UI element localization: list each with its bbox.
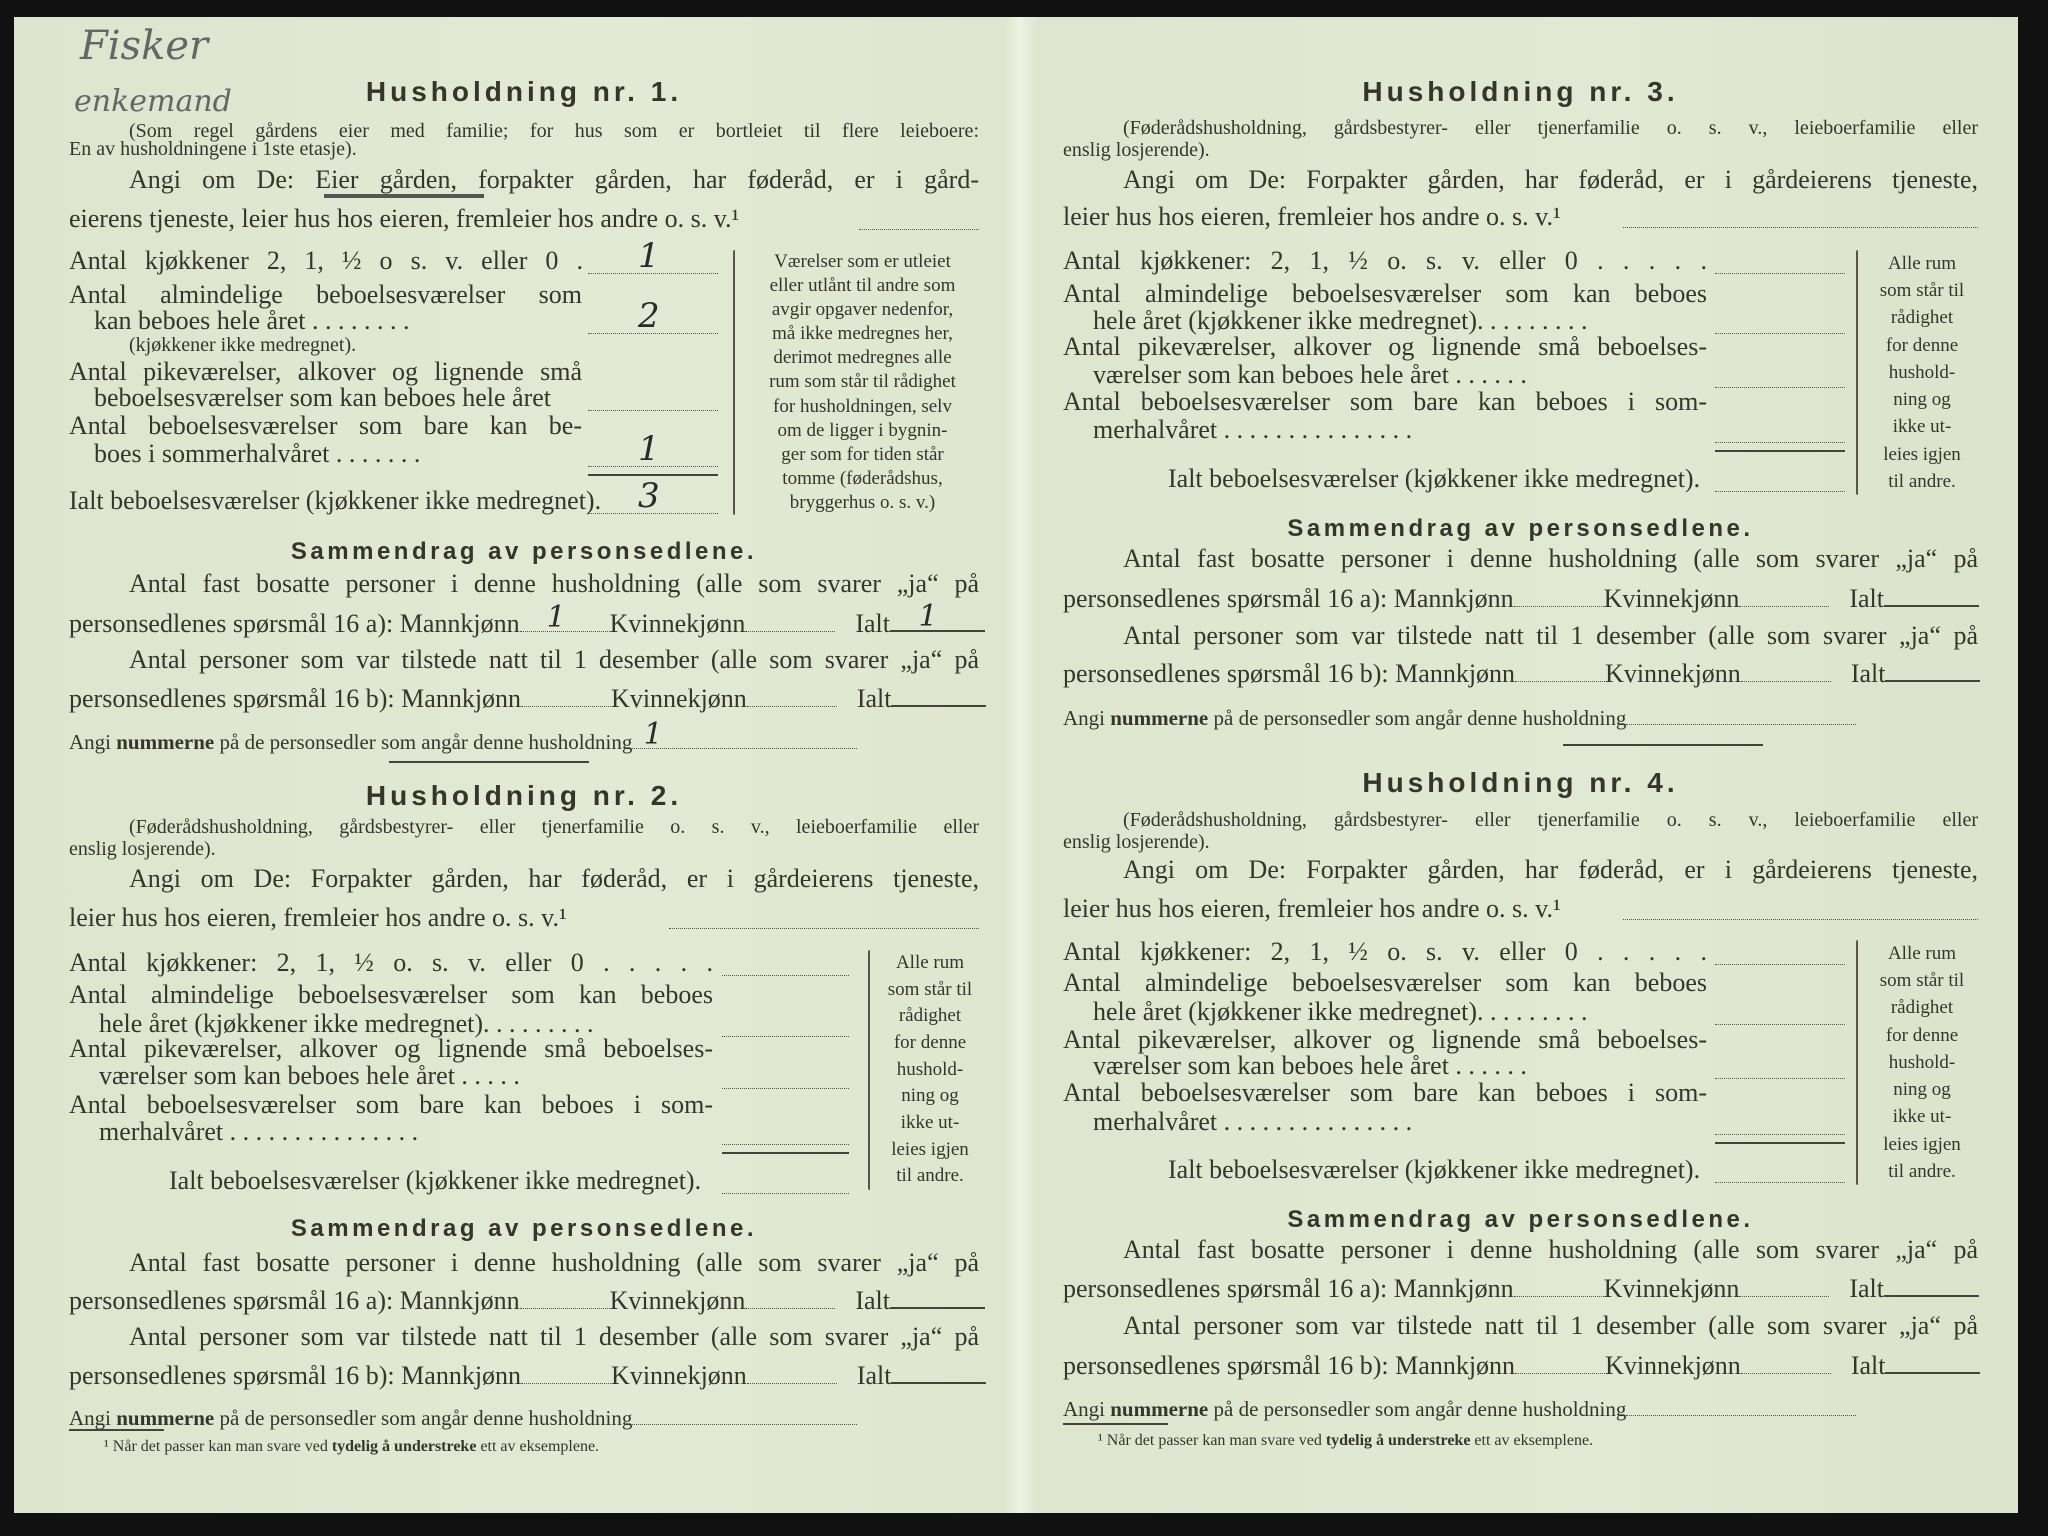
nummerne-row xyxy=(69,1403,979,1433)
angi-line: leier hus hos eieren, fremleier hos andre o. s. v.¹ xyxy=(1063,894,1561,923)
ialt-label: Ialt xyxy=(856,684,892,713)
kvinne-field[interactable] xyxy=(747,1363,837,1384)
room-count-field[interactable] xyxy=(722,1064,849,1089)
side-note-line: for denne xyxy=(893,1032,967,1053)
summary-tilstede-line: Antal personer som var tilstede natt til 1 desember (alle som svarer „ja“ på xyxy=(129,1322,979,1351)
nummerne-field[interactable] xyxy=(1626,1395,1856,1416)
nummerne-row xyxy=(1063,703,1978,733)
rooms-line: hele året (kjøkkener ikke medregnet). . . . . . . . . xyxy=(1093,306,1588,335)
room-count-field[interactable] xyxy=(1715,1000,1845,1025)
side-note-line: leies igjen xyxy=(1883,443,1961,465)
side-note-line: for denne xyxy=(1885,1024,1959,1046)
rooms-total-rule xyxy=(722,1152,849,1154)
footnote-rule xyxy=(1063,1423,1168,1425)
rooms-line: Ialt beboelsesværelser (kjøkkener ikke medregnet). xyxy=(169,1166,702,1195)
nummerne-text: Angi xyxy=(69,730,117,754)
mann-field[interactable] xyxy=(521,686,611,707)
kvinne-field[interactable] xyxy=(1741,661,1831,682)
summary-fast-line: Antal fast bosatte personer i denne husholdning (alle som svarer „ja“ på xyxy=(1123,544,1978,573)
rooms-line: Antal kjøkkener: 2, 1, ½ o. s. v. eller 0 . . . . . xyxy=(69,948,713,977)
kvinne-field[interactable] xyxy=(745,1288,835,1309)
side-note-line: leies igjen xyxy=(891,1138,969,1160)
rooms-line: Antal almindelige beboelsesværelser som kan beboes xyxy=(1063,279,1707,308)
summary-a-row xyxy=(1063,584,1978,614)
footnote-text: ¹ Når det passer kan man svare ved xyxy=(1098,1432,1326,1449)
nummerne-bold: nummerne xyxy=(116,730,215,754)
angi-line: Angi om De: Forpakter gården, har føderåd, er i gårdeierens tjeneste, xyxy=(1123,165,1978,194)
rooms-line: Antal beboelsesværelser som bare kan beboes i som- xyxy=(69,1090,713,1119)
kvinne-label: Kvinnekjønn xyxy=(1605,1351,1741,1380)
side-note-line: til andre. xyxy=(896,1165,964,1187)
side-note-line: rådighet xyxy=(898,1005,962,1027)
section-divider xyxy=(1563,744,1763,746)
footnote-rule xyxy=(69,1429,164,1431)
rooms-line: Antal pikeværelser, alkover og lignende små beboelses- xyxy=(69,1034,713,1063)
ialt-field[interactable] xyxy=(1885,1352,1980,1374)
side-note-line: Alle rum xyxy=(1887,253,1957,274)
mann-field[interactable] xyxy=(1515,661,1605,682)
rooms-line: Antal kjøkkener: 2, 1, ½ o. s. v. eller 0 . . . . . xyxy=(1063,937,1707,966)
nummerne-bold: nummerne xyxy=(1110,1397,1209,1421)
kvinne-field[interactable] xyxy=(1739,1276,1829,1297)
room-count-field[interactable] xyxy=(588,386,718,411)
side-note-line: for husholdningen, selv xyxy=(773,395,952,417)
ialt-field[interactable] xyxy=(890,599,985,634)
footnote-text: tydelig å understreke xyxy=(331,1438,477,1455)
side-note-line: eller utlånt til andre som xyxy=(769,275,956,297)
mann-field[interactable] xyxy=(521,1363,611,1384)
household-note-line: (Føderådshusholdning, gårdsbestyrer- eller tjenerfamilie o. s. v., leieboerfamilie eller xyxy=(1123,117,1978,139)
side-note-line: ger som for tiden står xyxy=(781,443,944,465)
side-note-line: hushold- xyxy=(896,1058,964,1080)
footnote-text: ett av eksemplene. xyxy=(476,1438,600,1455)
room-count-field[interactable] xyxy=(1715,467,1845,492)
rooms-total-rule xyxy=(1715,1142,1845,1144)
room-count-field[interactable] xyxy=(722,951,849,976)
summary-title: Sammendrag av personsedlene. xyxy=(1287,515,1754,542)
ialt-field[interactable] xyxy=(1885,660,1980,682)
footnote xyxy=(104,1437,599,1457)
ialt-label: Ialt xyxy=(1850,659,1886,688)
side-note-line: ning og xyxy=(1893,1079,1951,1101)
room-count-field[interactable] xyxy=(1715,363,1845,388)
rooms-line: merhalvåret . . . . . . . . . . . . . . . xyxy=(99,1117,419,1146)
angi-line: leier hus hos eieren, fremleier hos andre o. s. v.¹ xyxy=(69,903,567,932)
side-note-line: ning og xyxy=(1893,389,1951,411)
mann-field[interactable] xyxy=(520,1288,610,1309)
angi-answer-field[interactable] xyxy=(1623,203,1978,228)
ialt-field[interactable] xyxy=(890,1287,985,1309)
room-count-field[interactable] xyxy=(1715,309,1845,334)
summary-a-row xyxy=(69,599,979,639)
side-note-line: ning og xyxy=(901,1085,959,1107)
household-note-line: enslig losjerende). xyxy=(1063,139,1210,161)
household-title: Husholdning nr. 4. xyxy=(1362,767,1679,798)
angi-answer-field[interactable] xyxy=(669,904,979,929)
footnote-text: ett av eksemplene. xyxy=(1470,1432,1594,1449)
handwritten-nummerne: 1 xyxy=(643,717,663,752)
summary-a-row xyxy=(1063,1274,1978,1304)
rooms-line: hele året (kjøkkener ikke medregnet). . . . . . . . . xyxy=(99,1009,594,1038)
household-title: Husholdning nr. 1. xyxy=(365,76,683,107)
side-note-line: ikke ut- xyxy=(1892,1106,1952,1128)
rooms-line: Antal pikeværelser, alkover og lignende små beboelses- xyxy=(1063,332,1707,361)
prefix-label: personsedlenes spørsmål 16 b): Mannkjønn xyxy=(1063,1351,1516,1380)
nummerne-bold: nummerne xyxy=(1110,706,1209,730)
side-note-line: leies igjen xyxy=(1883,1133,1961,1155)
prefix-label: personsedlenes spørsmål 16 b): Mannkjønn xyxy=(69,684,522,713)
ialt-label: Ialt xyxy=(1849,1274,1885,1303)
summary-b-row xyxy=(1063,1351,1978,1381)
side-note-line: Værelser som er utleiet xyxy=(774,251,951,272)
kvinne-label: Kvinnekjønn xyxy=(1603,1274,1740,1303)
rooms-line: hele året (kjøkkener ikke medregnet). . . . . . . . . xyxy=(1093,997,1588,1026)
mann-field[interactable] xyxy=(1514,1276,1604,1297)
nummerne-text: på de personsedler som angår denne husholdning xyxy=(214,1406,633,1430)
room-count-field[interactable] xyxy=(722,1012,849,1037)
side-note-line: som står til xyxy=(1879,970,1965,992)
nummerne-row xyxy=(69,717,979,757)
kvinne-label: Kvinnekjønn xyxy=(609,609,746,638)
footnote-text: tydelig å understreke xyxy=(1325,1432,1471,1449)
summary-fast-line: Antal fast bosatte personer i denne husholdning (alle som svarer „ja“ på xyxy=(129,1248,979,1277)
side-note-line: ikke ut- xyxy=(900,1112,960,1133)
ialt-label: Ialt xyxy=(855,1286,891,1315)
room-count-field[interactable] xyxy=(1715,1054,1845,1079)
angi-line: Angi om De: Forpakter gården, har føderåd, er i gårdeierens tjeneste, xyxy=(129,864,979,893)
section-divider xyxy=(389,761,589,763)
nummerne-text: Angi xyxy=(69,1406,117,1430)
household-note-line: (Føderådshusholdning, gårdsbestyrer- eller tjenerfamilie o. s. v., leieboerfamilie eller xyxy=(1123,809,1978,831)
room-count-field[interactable] xyxy=(1715,249,1845,274)
side-note-line: rum som står til rådighet xyxy=(769,371,956,393)
angi-answer-field[interactable] xyxy=(1623,895,1978,920)
household-note-line: (Som regel gårdens eier med familie; for hus som er bortleiet til flere leieboere: xyxy=(129,120,979,142)
prefix-label: personsedlenes spørsmål 16 a): Mannkjønn xyxy=(1063,584,1514,613)
rooms-line: Antal almindelige beboelsesværelser som kan beboes xyxy=(69,980,713,1009)
summary-tilstede-line: Antal personer som var tilstede natt til 1 desember (alle som svarer „ja“ på xyxy=(129,645,979,674)
angi-line: Angi om De: Forpakter gården, har føderåd, er i gårdeierens tjeneste, xyxy=(1123,855,1978,884)
kvinne-field[interactable] xyxy=(747,686,837,707)
rooms-line: Ialt beboelsesværelser (kjøkkener ikke medregnet). xyxy=(1168,1155,1701,1184)
underline-eier-garden xyxy=(324,194,484,198)
rooms-line: værelser som kan beboes hele året . . . . . . xyxy=(1093,360,1527,389)
rooms-line: beboelsesværelser som kan beboes hele året xyxy=(94,383,552,412)
nummerne-text: Angi xyxy=(1063,1397,1111,1421)
ialt-field[interactable] xyxy=(1884,585,1979,607)
rooms-line: værelser som kan beboes hele året . . . . . . xyxy=(1093,1051,1527,1080)
rooms-line: Ialt beboelsesværelser (kjøkkener ikke medregnet). xyxy=(69,486,602,515)
side-note-brace xyxy=(1856,940,1858,1185)
angi-line: eierens tjeneste, leier hus hos eieren, fremleier hos andre o. s. v.¹ xyxy=(69,204,740,233)
side-note-line: rådighet xyxy=(1890,997,1954,1019)
rooms-total-rule xyxy=(588,474,718,476)
rooms-line: Antal pikeværelser, alkover og lignende små xyxy=(69,357,582,386)
household-note-line: (Føderådshusholdning, gårdsbestyrer- eller tjenerfamilie o. s. v., leieboerfamilie eller xyxy=(129,816,979,838)
side-note-line: tomme (føderådshus, xyxy=(782,467,943,489)
nummerne-text: Angi xyxy=(1063,706,1111,730)
summary-b-row xyxy=(69,684,979,714)
room-count-field[interactable] xyxy=(1715,418,1845,443)
footnote-text: ¹ Når det passer kan man svare ved xyxy=(104,1438,332,1455)
rooms-line: Antal kjøkkener: 2, 1, ½ o. s. v. eller 0 . . . . . xyxy=(1063,246,1707,275)
nummerne-text: på de personsedler som angår denne husholdning xyxy=(1208,1397,1627,1421)
kvinne-label: Kvinnekjønn xyxy=(609,1286,746,1315)
handwritten-fisker: Fisker xyxy=(80,23,209,69)
summary-title: Sammendrag av personsedlene. xyxy=(1287,1206,1754,1233)
summary-title: Sammendrag av personsedlene. xyxy=(290,538,758,565)
rooms-line: Antal beboelsesværelser som bare kan be- xyxy=(69,411,582,440)
prefix-label: personsedlenes spørsmål 16 a): Mannkjønn xyxy=(69,1286,520,1315)
prefix-label: personsedlenes spørsmål 16 a): Mannkjønn xyxy=(1063,1274,1514,1303)
rooms-line: Antal almindelige beboelsesværelser som kan beboes xyxy=(1063,968,1707,997)
angi-answer-field[interactable] xyxy=(859,205,979,230)
side-note-line: rådighet xyxy=(1890,307,1954,329)
side-note-line: hushold- xyxy=(1888,1051,1956,1073)
room-count-field[interactable] xyxy=(722,1169,849,1194)
side-note-line: som står til xyxy=(1879,280,1965,302)
kvinne-label: Kvinnekjønn xyxy=(1603,584,1740,613)
side-note-line: til andre. xyxy=(1888,470,1956,492)
room-count-field[interactable] xyxy=(1715,1110,1845,1135)
household-title: Husholdning nr. 3. xyxy=(1362,76,1679,107)
side-note-brace xyxy=(868,950,870,1190)
side-note-line: bryggerhus o. s. v.) xyxy=(789,491,936,513)
rooms-line: (kjøkkener ikke medregnet). xyxy=(129,334,357,356)
summary-tilstede-line: Antal personer som var tilstede natt til 1 desember (alle som svarer „ja“ på xyxy=(1123,621,1978,650)
handwritten-enkemand: enkemand xyxy=(74,84,232,119)
ialt-label: Ialt xyxy=(1849,584,1885,613)
prefix-label: personsedlenes spørsmål 16 a): Mannkjønn xyxy=(69,609,520,638)
kvinne-field[interactable] xyxy=(1741,1353,1831,1374)
prefix-label: personsedlenes spørsmål 16 b): Mannkjønn xyxy=(1063,659,1516,688)
ialt-label: Ialt xyxy=(856,1361,892,1390)
rooms-line: Antal beboelsesværelser som bare kan beboes i som- xyxy=(1063,387,1707,416)
rooms-line: boes i sommerhalvåret . . . . . . . xyxy=(94,439,421,468)
kvinne-field[interactable] xyxy=(1739,586,1829,607)
side-note-line: derimot medregnes alle xyxy=(773,347,952,369)
handwritten-room-count: 1 xyxy=(638,236,660,276)
rooms-line: værelser som kan beboes hele året . . . . . xyxy=(99,1061,520,1090)
side-note-line: ikke ut- xyxy=(1892,416,1952,438)
rooms-total-rule xyxy=(1715,450,1845,452)
nummerne-bold: nummerne xyxy=(116,1406,215,1430)
kvinne-label: Kvinnekjønn xyxy=(1605,659,1741,688)
rooms-line: kan beboes hele året . . . . . . . . xyxy=(94,306,410,335)
ialt-field[interactable] xyxy=(891,1362,986,1384)
kvinne-field[interactable] xyxy=(745,611,835,632)
side-note-line: som står til xyxy=(887,978,973,1000)
kvinne-label: Kvinnekjønn xyxy=(611,1361,747,1390)
side-note-brace xyxy=(733,250,735,515)
household-note-line: enslig losjerende). xyxy=(69,838,216,860)
rooms-line: merhalvåret . . . . . . . . . . . . . . . xyxy=(1093,1107,1413,1136)
room-count-field[interactable] xyxy=(1715,1158,1845,1183)
summary-b-row xyxy=(69,1361,979,1391)
side-note-line: Alle rum xyxy=(1887,943,1957,964)
household-note-line: En av husholdningene i 1ste etasje). xyxy=(69,138,357,160)
side-note-line: til andre. xyxy=(1888,1160,1956,1182)
room-count-field[interactable] xyxy=(1715,940,1845,965)
handwritten-mann: 1 xyxy=(546,600,566,635)
handwritten-room-count: 3 xyxy=(638,476,660,516)
rooms-line: Antal kjøkkener 2, 1, ½ o s. v. eller 0 . xyxy=(69,246,583,275)
side-note-line: avgir opgaver nedenfor, xyxy=(771,299,954,321)
household-note-line: enslig losjerende). xyxy=(1063,831,1210,853)
handwritten-ialt: 1 xyxy=(918,599,938,634)
ialt-field[interactable] xyxy=(1884,1275,1979,1297)
nummerne-text: på de personsedler som angår denne husholdning xyxy=(214,730,633,754)
angi-line: leier hus hos eieren, fremleier hos andre o. s. v.¹ xyxy=(1063,202,1561,231)
rooms-line: Ialt beboelsesværelser (kjøkkener ikke medregnet). xyxy=(1168,464,1701,493)
mann-field[interactable] xyxy=(1514,586,1604,607)
rooms-line: merhalvåret . . . . . . . . . . . . . . . xyxy=(1093,415,1413,444)
summary-fast-line: Antal fast bosatte personer i denne husholdning (alle som svarer „ja“ på xyxy=(129,569,979,598)
kvinne-label: Kvinnekjønn xyxy=(611,684,747,713)
nummerne-text: på de personsedler som angår denne husholdning xyxy=(1208,706,1627,730)
ialt-field[interactable] xyxy=(891,685,986,707)
census-form-page xyxy=(14,17,2018,1513)
ialt-label: Ialt xyxy=(855,609,891,638)
side-note-line: Alle rum xyxy=(895,952,965,973)
side-note-line: må ikke medregnes her, xyxy=(772,323,953,345)
footnote xyxy=(1098,1431,1593,1451)
household-title: Husholdning nr. 2. xyxy=(365,780,683,811)
room-count-field[interactable] xyxy=(722,1120,849,1145)
rooms-line: Antal pikeværelser, alkover og lignende små beboelses- xyxy=(1063,1025,1707,1054)
angi-line: Angi om De: Eier gården, forpakter gården, har føderåd, er i gård- xyxy=(129,165,979,194)
side-note-brace xyxy=(1856,250,1858,495)
summary-a-row xyxy=(69,1286,979,1316)
summary-b-row xyxy=(1063,659,1978,689)
rooms-line: Antal beboelsesværelser som bare kan beboes i som- xyxy=(1063,1078,1707,1107)
nummerne-field[interactable] xyxy=(632,1404,857,1425)
mann-field[interactable] xyxy=(520,600,610,635)
summary-title: Sammendrag av personsedlene. xyxy=(290,1215,758,1242)
side-note-line: for denne xyxy=(1885,334,1959,356)
mann-field[interactable] xyxy=(1515,1353,1605,1374)
side-note-line: hushold- xyxy=(1888,361,1956,383)
nummerne-row xyxy=(1063,1394,1978,1424)
rooms-line: Antal almindelige beboelsesværelser som xyxy=(69,280,582,309)
summary-tilstede-line: Antal personer som var tilstede natt til 1 desember (alle som svarer „ja“ på xyxy=(1123,1311,1978,1340)
nummerne-field[interactable] xyxy=(1626,704,1856,725)
nummerne-field[interactable] xyxy=(632,717,857,752)
ialt-label: Ialt xyxy=(1850,1351,1886,1380)
summary-fast-line: Antal fast bosatte personer i denne husholdning (alle som svarer „ja“ på xyxy=(1123,1235,1978,1264)
handwritten-room-count: 1 xyxy=(638,429,660,469)
prefix-label: personsedlenes spørsmål 16 b): Mannkjønn xyxy=(69,1361,522,1390)
handwritten-room-count: 2 xyxy=(638,296,660,336)
side-note-line: om de ligger i bygnin- xyxy=(777,419,948,441)
